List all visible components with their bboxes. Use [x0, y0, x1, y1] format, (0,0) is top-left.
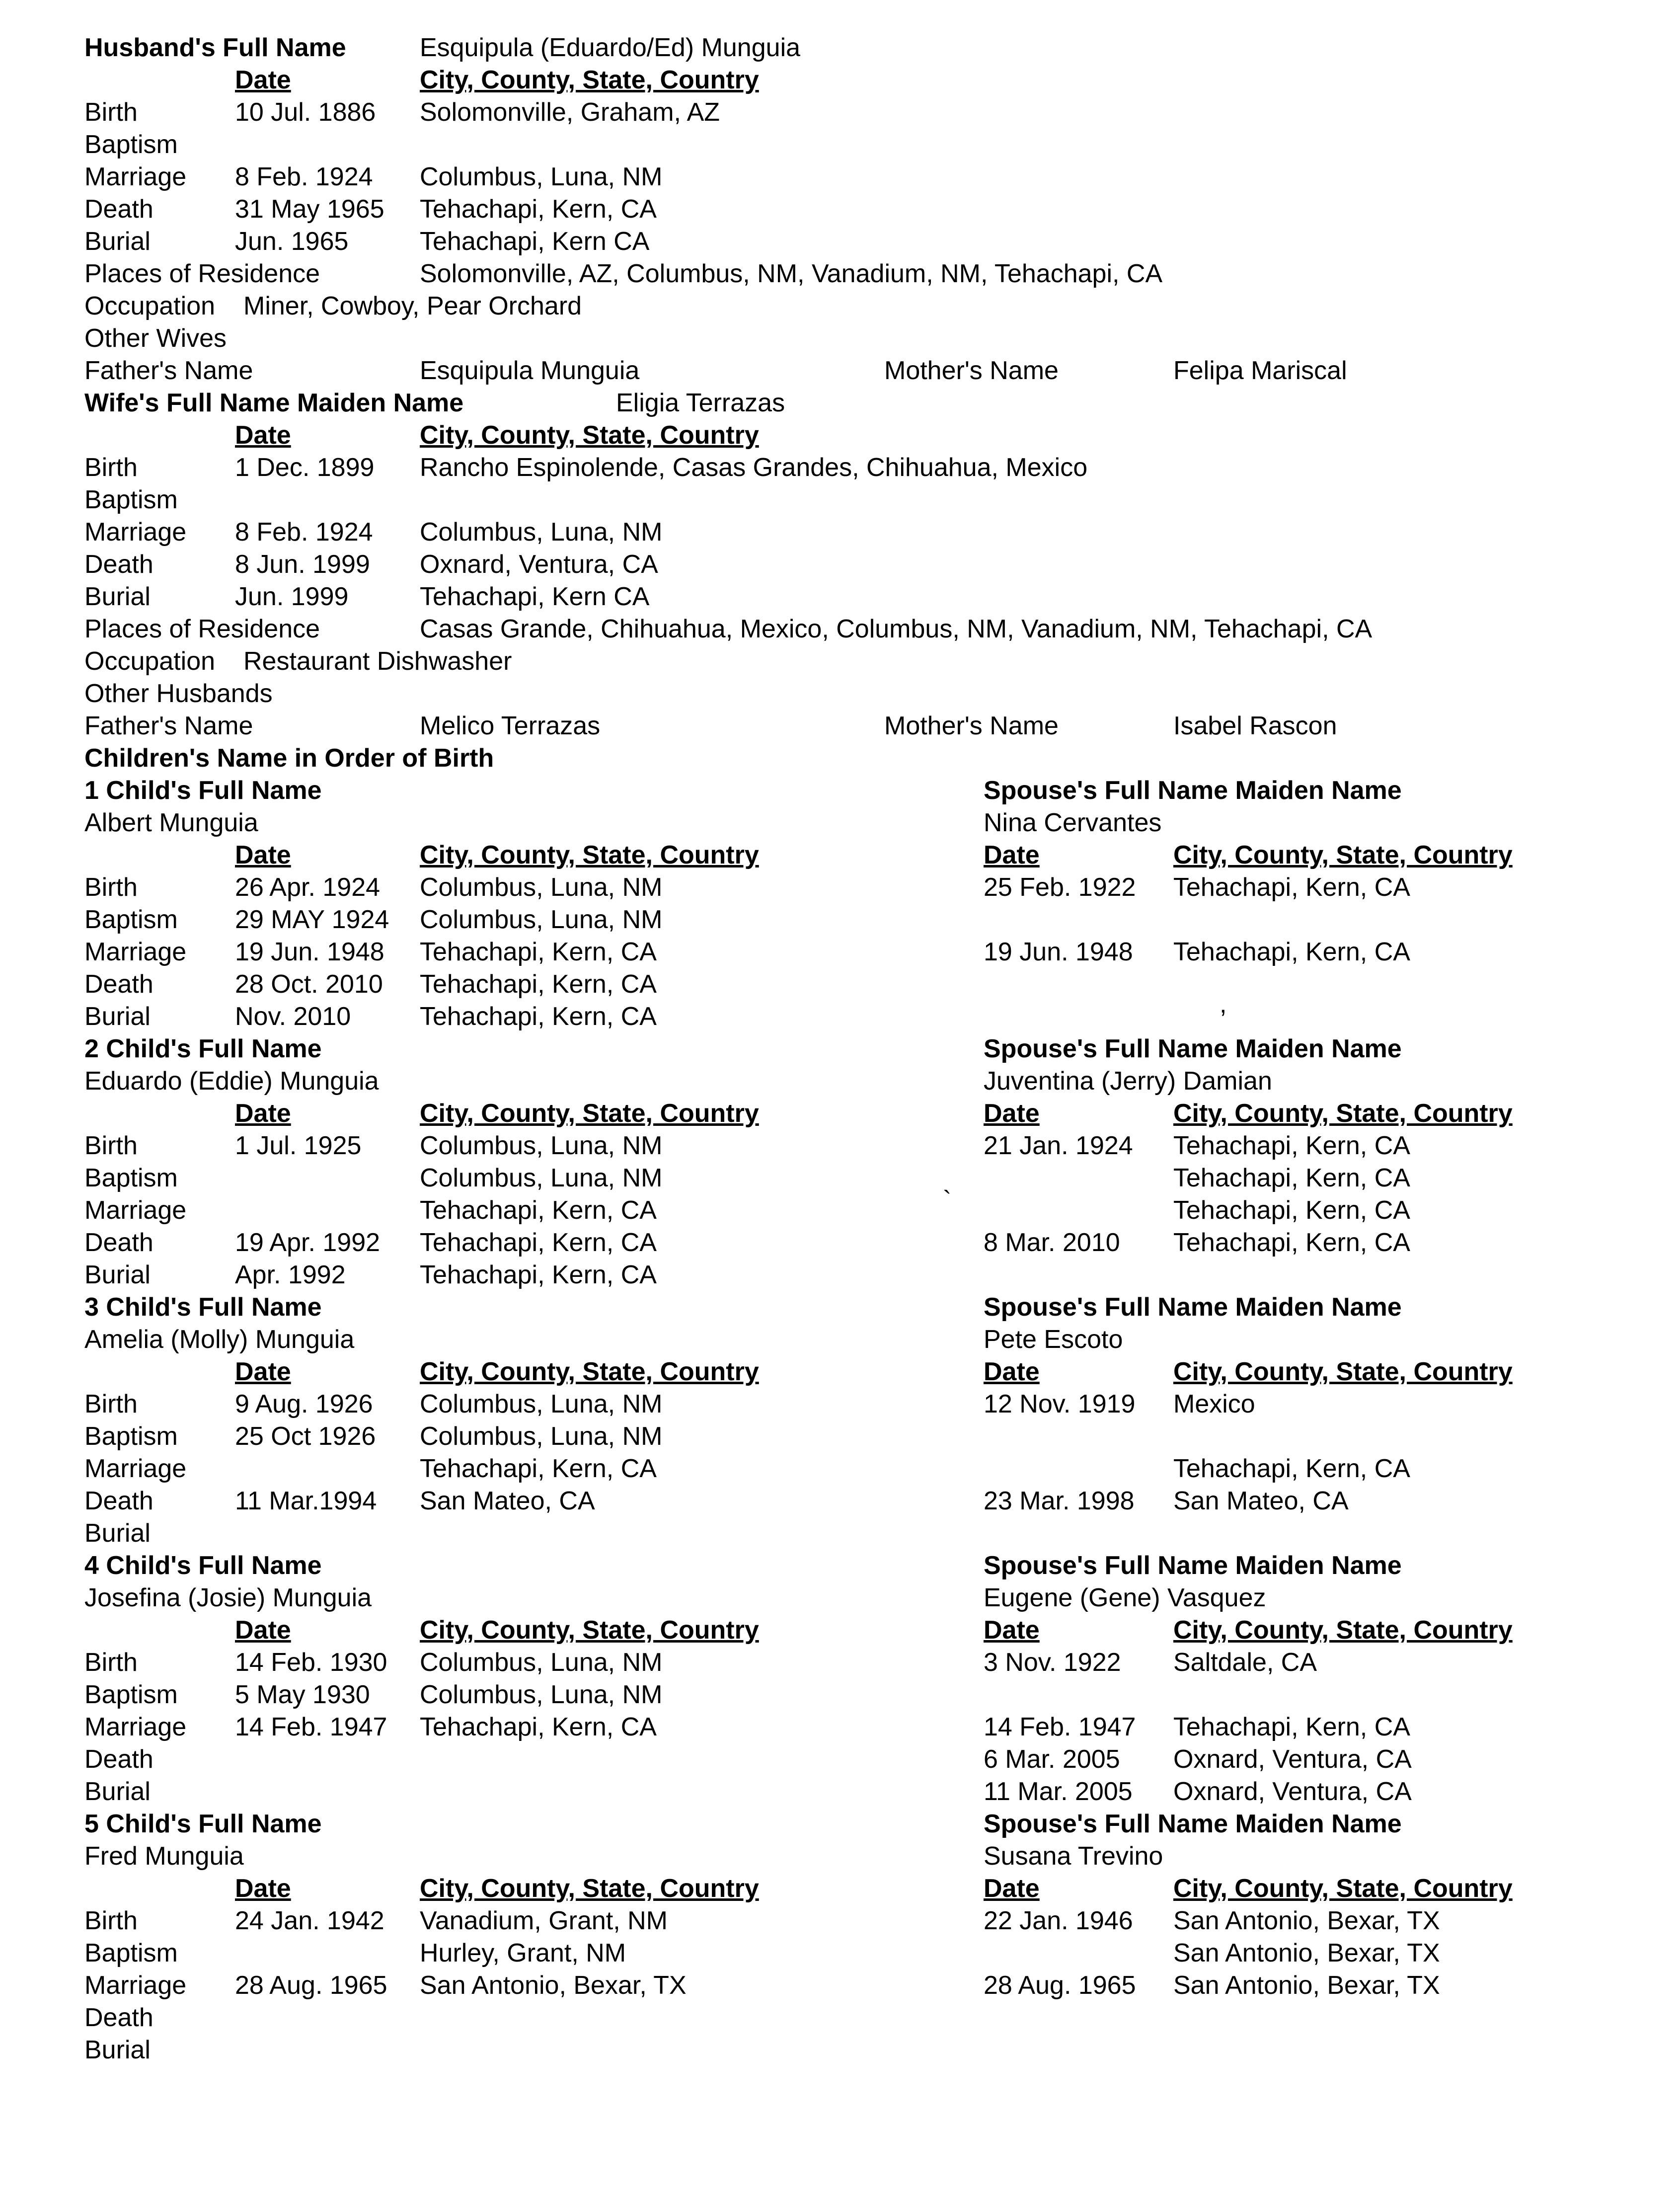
event-place: Hurley, Grant, NM: [420, 1939, 626, 1967]
father-name-value: Melico Terrazas: [420, 711, 601, 740]
event-date: 29 MAY 1924: [235, 905, 389, 934]
mother-name-label: Mother's Name: [884, 711, 1059, 740]
event-row: [0, 1227, 1680, 1259]
spouse-name: Susana Trevino: [984, 1842, 1163, 1871]
spouse-event-date: 6 Mar. 2005: [984, 1745, 1120, 1774]
event-place: Columbus, Luna, NM: [420, 518, 663, 547]
spouse-header-label: Spouse's Full Name Maiden Name: [984, 1034, 1402, 1063]
child-number-label: 4 Child's Full Name: [84, 1551, 322, 1580]
date-column-header: Date: [235, 1874, 291, 1903]
event-row: [0, 1679, 1680, 1711]
event-row: [0, 581, 1680, 613]
spouse-header-label: Spouse's Full Name Maiden Name: [984, 776, 1402, 805]
event-row: [0, 549, 1680, 581]
event-label: Marriage: [84, 518, 187, 547]
event-date: 9 Aug. 1926: [235, 1390, 373, 1418]
event-place: Tehachapi, Kern, CA: [420, 1260, 657, 1289]
column-headers-row: [0, 1356, 1680, 1388]
event-row: [0, 1420, 1680, 1453]
event-row: [0, 1162, 1680, 1194]
event-row: [0, 484, 1680, 516]
event-label: Burial: [84, 1777, 151, 1806]
child-header-row: [0, 775, 1680, 807]
spouse-event-place: Tehachapi, Kern, CA: [1173, 1131, 1410, 1160]
husband-section: [0, 32, 1680, 387]
event-label: Burial: [84, 1260, 151, 1289]
child-header-row: [0, 1550, 1680, 1582]
event-label: Burial: [84, 1002, 151, 1031]
father-name-label: Father's Name: [84, 711, 253, 740]
child-name: Albert Munguia: [84, 808, 258, 837]
event-date: 19 Apr. 1992: [235, 1228, 381, 1257]
spouse-event-date: 3 Nov. 1922: [984, 1648, 1121, 1677]
husband-label: Husband's Full Name: [84, 33, 346, 62]
spouse-place-column-header: City, County, State, Country: [1173, 1874, 1513, 1903]
event-label: Baptism: [84, 905, 178, 934]
scan-artifact: `: [943, 1186, 952, 1215]
spouse-event-date: 21 Jan. 1924: [984, 1131, 1133, 1160]
spouse-header-label: Spouse's Full Name Maiden Name: [984, 1293, 1402, 1322]
child-name: Fred Munguia: [84, 1842, 244, 1871]
places-of-residence-label: Places of Residence: [84, 615, 320, 643]
date-column-header: Date: [235, 1616, 291, 1645]
spouse-event-place: Tehachapi, Kern, CA: [1173, 1228, 1410, 1257]
date-column-header: Date: [235, 421, 291, 450]
event-row: [0, 96, 1680, 129]
event-label: Burial: [84, 2036, 151, 2064]
places-of-residence-value: Solomonville, AZ, Columbus, NM, Vanadium, NM, Tehachapi, CA: [420, 259, 1163, 288]
event-date: 28 Oct. 2010: [235, 970, 383, 999]
child-number-label: 3 Child's Full Name: [84, 1293, 322, 1322]
event-label: Baptism: [84, 1164, 178, 1192]
children-container: [0, 775, 1680, 2066]
wife-section: [0, 387, 1680, 742]
event-row: [0, 1776, 1680, 1808]
mother-name-label: Mother's Name: [884, 356, 1059, 385]
date-column-header: Date: [235, 1357, 291, 1386]
event-date: Apr. 1992: [235, 1260, 346, 1289]
event-label: Birth: [84, 453, 138, 482]
spouse-event-date: 25 Feb. 1922: [984, 873, 1136, 902]
occupation-label: Occupation: [84, 647, 216, 676]
event-place: Tehachapi, Kern, CA: [420, 1454, 657, 1483]
place-column-header: City, County, State, Country: [420, 841, 759, 869]
child-section: [0, 1550, 1680, 1808]
event-label: Baptism: [84, 130, 178, 159]
event-label: Death: [84, 195, 153, 224]
spouse-event-place: Tehachapi, Kern, CA: [1173, 938, 1410, 966]
event-place: Tehachapi, Kern CA: [420, 227, 650, 256]
column-headers-row: [0, 419, 1680, 452]
event-place: Tehachapi, Kern, CA: [420, 970, 657, 999]
event-label: Burial: [84, 1519, 151, 1548]
event-place: Columbus, Luna, NM: [420, 873, 663, 902]
event-row: [0, 2002, 1680, 2034]
event-label: Baptism: [84, 485, 178, 514]
date-column-header: Date: [235, 841, 291, 869]
child-number-label: 2 Child's Full Name: [84, 1034, 322, 1063]
event-label: Birth: [84, 873, 138, 902]
date-column-header: Date: [235, 1099, 291, 1128]
event-row: [0, 1711, 1680, 1743]
event-row: [0, 1130, 1680, 1162]
child-header-row: [0, 1033, 1680, 1065]
event-place: Columbus, Luna, NM: [420, 1390, 663, 1418]
spouse-place-column-header: City, County, State, Country: [1173, 1616, 1513, 1645]
scan-artifact: ,: [1220, 990, 1227, 1019]
event-row: [0, 2034, 1680, 2066]
spouse-name: Nina Cervantes: [984, 808, 1162, 837]
child-section: [0, 1033, 1680, 1291]
event-label: Death: [84, 1228, 153, 1257]
event-label: Death: [84, 2003, 153, 2032]
event-label: Baptism: [84, 1680, 178, 1709]
event-date: 25 Oct 1926: [235, 1422, 376, 1451]
event-row: [0, 1937, 1680, 1969]
other-husbands-label: Other Husbands: [84, 679, 273, 708]
event-row: [0, 1647, 1680, 1679]
event-row: [0, 161, 1680, 193]
event-row: [0, 452, 1680, 484]
spouse-event-place: Tehachapi, Kern, CA: [1173, 1454, 1410, 1483]
spouse-date-column-header: Date: [984, 1099, 1040, 1128]
spouse-date-column-header: Date: [984, 1357, 1040, 1386]
event-label: Marriage: [84, 1971, 187, 2000]
event-label: Burial: [84, 227, 151, 256]
spouse-name: Eugene (Gene) Vasquez: [984, 1583, 1266, 1612]
child-number-label: 1 Child's Full Name: [84, 776, 322, 805]
wife-name: Eligia Terrazas: [616, 389, 785, 417]
parents-row: [0, 710, 1680, 742]
event-place: Oxnard, Ventura, CA: [420, 550, 658, 579]
event-date: 5 May 1930: [235, 1680, 370, 1709]
event-label: Baptism: [84, 1422, 178, 1451]
spouse-event-place: Mexico: [1173, 1390, 1255, 1418]
event-label: Baptism: [84, 1939, 178, 1967]
event-place: Columbus, Luna, NM: [420, 1648, 663, 1677]
children-header: Children's Name in Order of Birth: [84, 744, 494, 773]
event-date: Jun. 1999: [235, 582, 349, 611]
event-row: [0, 193, 1680, 226]
places-of-residence-value: Casas Grande, Chihuahua, Mexico, Columbus, NM, Vanadium, NM, Tehachapi, CA: [420, 615, 1373, 643]
event-date: 14 Feb. 1930: [235, 1648, 387, 1677]
child-header-row: [0, 1808, 1680, 1840]
occupation-row: [0, 645, 1680, 678]
event-date: 19 Jun. 1948: [235, 938, 384, 966]
spouse-place-column-header: City, County, State, Country: [1173, 841, 1513, 869]
event-date: 8 Feb. 1924: [235, 162, 373, 191]
child-section: [0, 1291, 1680, 1550]
spouse-event-date: 22 Jan. 1946: [984, 1906, 1133, 1935]
event-date: Jun. 1965: [235, 227, 349, 256]
event-row: [0, 904, 1680, 936]
event-row: [0, 1194, 1680, 1227]
event-place: San Antonio, Bexar, TX: [420, 1971, 687, 2000]
wife-name-row: [0, 387, 1680, 419]
occupation-value: Restaurant Dishwasher: [243, 647, 512, 676]
place-column-header: City, County, State, Country: [420, 66, 759, 94]
event-date: Nov. 2010: [235, 1002, 351, 1031]
event-row: [0, 1388, 1680, 1420]
event-place: Tehachapi, Kern, CA: [420, 1228, 657, 1257]
place-column-header: City, County, State, Country: [420, 421, 759, 450]
spouse-header-label: Spouse's Full Name Maiden Name: [984, 1809, 1402, 1838]
child-section: [0, 775, 1680, 1033]
event-place: Columbus, Luna, NM: [420, 905, 663, 934]
event-row: [0, 871, 1680, 904]
children-header-row: [0, 742, 1680, 775]
spouse-event-date: 12 Nov. 1919: [984, 1390, 1136, 1418]
event-label: Burial: [84, 582, 151, 611]
place-column-header: City, County, State, Country: [420, 1616, 759, 1645]
event-label: Death: [84, 1487, 153, 1515]
father-name-label: Father's Name: [84, 356, 253, 385]
child-header-row: [0, 1291, 1680, 1324]
spouse-event-place: Tehachapi, Kern, CA: [1173, 1164, 1410, 1192]
event-label: Birth: [84, 1390, 138, 1418]
event-place: Vanadium, Grant, NM: [420, 1906, 668, 1935]
place-column-header: City, County, State, Country: [420, 1874, 759, 1903]
parents-row: [0, 355, 1680, 387]
spouse-header-label: Spouse's Full Name Maiden Name: [984, 1551, 1402, 1580]
spouse-event-date: 19 Jun. 1948: [984, 938, 1133, 966]
spouse-event-place: Oxnard, Ventura, CA: [1173, 1745, 1412, 1774]
event-label: Marriage: [84, 1713, 187, 1741]
child-section: [0, 1808, 1680, 2066]
event-row: [0, 1905, 1680, 1937]
child-name-row: [0, 1324, 1680, 1356]
father-name-value: Esquipula Munguia: [420, 356, 640, 385]
husband-name-row: [0, 32, 1680, 64]
event-place: Columbus, Luna, NM: [420, 1164, 663, 1192]
event-place: Columbus, Luna, NM: [420, 1422, 663, 1451]
event-row: [0, 1001, 1680, 1033]
spouse-name: Pete Escoto: [984, 1325, 1123, 1354]
event-label: Birth: [84, 98, 138, 127]
event-date: 1 Jul. 1925: [235, 1131, 362, 1160]
event-place: Tehachapi, Kern, CA: [420, 1713, 657, 1741]
spouse-event-place: San Antonio, Bexar, TX: [1173, 1906, 1440, 1935]
event-row: [0, 129, 1680, 161]
other-husbands-row: [0, 678, 1680, 710]
spouse-name: Juventina (Jerry) Damian: [984, 1067, 1272, 1096]
event-date: 28 Aug. 1965: [235, 1971, 387, 2000]
event-row: [0, 1969, 1680, 2002]
event-place: Tehachapi, Kern, CA: [420, 1196, 657, 1225]
event-label: Birth: [84, 1131, 138, 1160]
occupation-row: [0, 290, 1680, 322]
event-place: Rancho Espinolende, Casas Grandes, Chihuahua, Mexico: [420, 453, 1088, 482]
spouse-event-date: 8 Mar. 2010: [984, 1228, 1120, 1257]
spouse-date-column-header: Date: [984, 1616, 1040, 1645]
event-date: 11 Mar.1994: [235, 1487, 377, 1515]
event-place: Tehachapi, Kern, CA: [420, 938, 657, 966]
child-name-row: [0, 1840, 1680, 1873]
event-row: [0, 226, 1680, 258]
spouse-event-place: San Antonio, Bexar, TX: [1173, 1971, 1440, 2000]
event-place: Columbus, Luna, NM: [420, 1680, 663, 1709]
places-of-residence-label: Places of Residence: [84, 259, 320, 288]
column-headers-row: [0, 1098, 1680, 1130]
event-row: [0, 516, 1680, 549]
event-label: Marriage: [84, 162, 187, 191]
child-name: Eduardo (Eddie) Munguia: [84, 1067, 379, 1096]
spouse-event-date: 23 Mar. 1998: [984, 1487, 1135, 1515]
event-label: Death: [84, 1745, 153, 1774]
child-name-row: [0, 1582, 1680, 1614]
event-date: 8 Jun. 1999: [235, 550, 370, 579]
occupation-label: Occupation: [84, 292, 216, 320]
child-name-row: [0, 807, 1680, 839]
event-row: [0, 1259, 1680, 1291]
event-place: Tehachapi, Kern CA: [420, 582, 650, 611]
spouse-event-place: Saltdale, CA: [1173, 1648, 1317, 1677]
event-row: [0, 1485, 1680, 1517]
event-row: [0, 1453, 1680, 1485]
child-number-label: 5 Child's Full Name: [84, 1809, 322, 1838]
spouse-date-column-header: Date: [984, 841, 1040, 869]
event-place: Columbus, Luna, NM: [420, 1131, 663, 1160]
spouse-event-date: 28 Aug. 1965: [984, 1971, 1136, 2000]
spouse-event-place: Tehachapi, Kern, CA: [1173, 1713, 1410, 1741]
mother-name-value: Felipa Mariscal: [1173, 356, 1347, 385]
place-column-header: City, County, State, Country: [420, 1357, 759, 1386]
spouse-date-column-header: Date: [984, 1874, 1040, 1903]
event-row: [0, 1743, 1680, 1776]
event-date: 26 Apr. 1924: [235, 873, 381, 902]
event-place: Tehachapi, Kern, CA: [420, 195, 657, 224]
column-headers-row: [0, 839, 1680, 871]
child-name: Amelia (Molly) Munguia: [84, 1325, 355, 1354]
occupation-value: Miner, Cowboy, Pear Orchard: [243, 292, 582, 320]
spouse-place-column-header: City, County, State, Country: [1173, 1357, 1513, 1386]
event-place: Columbus, Luna, NM: [420, 162, 663, 191]
event-date: 8 Feb. 1924: [235, 518, 373, 547]
event-place: Solomonville, Graham, AZ: [420, 98, 720, 127]
mother-name-value: Isabel Rascon: [1173, 711, 1337, 740]
event-label: Birth: [84, 1906, 138, 1935]
event-date: 31 May 1965: [235, 195, 384, 224]
event-label: Marriage: [84, 1454, 187, 1483]
child-name: Josefina (Josie) Munguia: [84, 1583, 372, 1612]
event-place: San Mateo, CA: [420, 1487, 595, 1515]
event-label: Death: [84, 970, 153, 999]
spouse-event-place: Tehachapi, Kern, CA: [1173, 873, 1410, 902]
spouse-event-place: Oxnard, Ventura, CA: [1173, 1777, 1412, 1806]
spouse-event-place: San Antonio, Bexar, TX: [1173, 1939, 1440, 1967]
other-wives-row: [0, 322, 1680, 355]
wife-label: Wife's Full Name Maiden Name: [84, 389, 464, 417]
child-name-row: [0, 1065, 1680, 1098]
event-label: Death: [84, 550, 153, 579]
spouse-event-place: Tehachapi, Kern, CA: [1173, 1196, 1410, 1225]
event-label: Marriage: [84, 1196, 187, 1225]
event-label: Marriage: [84, 938, 187, 966]
column-headers-row: [0, 1614, 1680, 1647]
event-label: Birth: [84, 1648, 138, 1677]
column-headers-row: [0, 64, 1680, 96]
event-row: [0, 968, 1680, 1001]
column-headers-row: [0, 1873, 1680, 1905]
date-column-header: Date: [235, 66, 291, 94]
places-of-residence-row: [0, 613, 1680, 645]
event-row: [0, 936, 1680, 968]
event-date: 10 Jul. 1886: [235, 98, 376, 127]
event-row: [0, 1517, 1680, 1550]
husband-name: Esquipula (Eduardo/Ed) Munguia: [420, 33, 801, 62]
places-of-residence-row: [0, 258, 1680, 290]
event-date: 24 Jan. 1942: [235, 1906, 384, 1935]
other-wives-label: Other Wives: [84, 324, 227, 353]
spouse-event-date: 14 Feb. 1947: [984, 1713, 1136, 1741]
place-column-header: City, County, State, Country: [420, 1099, 759, 1128]
spouse-event-place: San Mateo, CA: [1173, 1487, 1349, 1515]
event-place: Tehachapi, Kern, CA: [420, 1002, 657, 1031]
event-date: 1 Dec. 1899: [235, 453, 375, 482]
event-date: 14 Feb. 1947: [235, 1713, 387, 1741]
spouse-event-date: 11 Mar. 2005: [984, 1777, 1133, 1806]
spouse-place-column-header: City, County, State, Country: [1173, 1099, 1513, 1128]
